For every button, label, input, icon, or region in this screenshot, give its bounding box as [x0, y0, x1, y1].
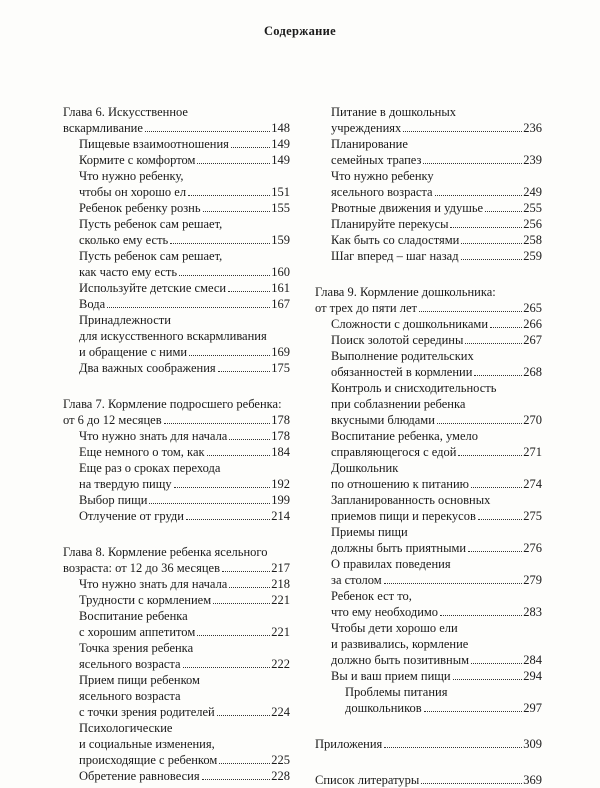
entry-title-line: Что нужно ребенку,	[79, 169, 184, 183]
entry-title-line: Приложения	[315, 737, 383, 751]
dot-leader	[424, 711, 523, 712]
entry-title-line: по отношению к питанию	[331, 477, 470, 491]
section-gap	[315, 264, 542, 284]
toc-section-entry[interactable]	[79, 460, 290, 492]
toc-section-entry[interactable]	[79, 280, 290, 296]
page-number: 266	[523, 317, 542, 331]
dot-leader	[437, 423, 522, 424]
dot-leader	[179, 275, 270, 276]
page-number: 184	[271, 445, 290, 459]
entry-title-line: Воспитание ребенка	[79, 609, 188, 623]
toc-section-entry[interactable]	[79, 360, 290, 376]
entry-title-line: Ребенок ест то,	[331, 589, 412, 603]
dot-leader	[231, 147, 270, 148]
page-number: 275	[523, 509, 542, 523]
dot-leader	[203, 211, 271, 212]
toc-section-entry[interactable]	[79, 136, 290, 152]
entry-title-line: Глава 8. Кормление ребенка ясельного	[63, 545, 268, 559]
page-number: 159	[271, 233, 290, 247]
dot-leader	[478, 519, 522, 520]
entry-title-line: Выбор пищи	[79, 493, 148, 507]
page-number: 221	[271, 625, 290, 639]
page-number: 224	[271, 705, 290, 719]
dot-leader	[202, 779, 271, 780]
page-number: 283	[523, 605, 542, 619]
dot-leader	[228, 291, 270, 292]
page-number: 236	[523, 121, 542, 135]
entry-title-line: Дошкольник	[331, 461, 399, 475]
page-number: 175	[271, 361, 290, 375]
toc-section-entry[interactable]	[331, 588, 542, 620]
entry-title-line: семейных трапез	[331, 153, 422, 167]
toc-section-entry[interactable]	[79, 640, 290, 672]
toc-section-entry[interactable]	[331, 136, 542, 168]
toc-section-entry[interactable]	[331, 332, 542, 348]
entry-title-line: Как быть со сладостями	[331, 233, 460, 247]
dot-leader	[197, 635, 270, 636]
dot-leader	[174, 487, 271, 488]
entry-title-line: О правилах поведения	[331, 557, 451, 571]
entry-title-line: Принадлежности	[79, 313, 171, 327]
toc-right-column	[315, 104, 542, 788]
page-number: 199	[271, 493, 290, 507]
toc-section-entry[interactable]	[331, 428, 542, 460]
section-gap	[315, 716, 542, 736]
dot-leader	[145, 131, 270, 132]
entry-title-line: Еще немного о том, как	[79, 445, 205, 459]
entry-title-line: от 6 до 12 месяцев	[63, 413, 162, 427]
toc-chapter-entry[interactable]	[63, 396, 290, 428]
dot-leader	[189, 355, 270, 356]
toc-section-entry[interactable]	[345, 684, 542, 716]
entry-title-line: Глава 6. Искусственное	[63, 105, 188, 119]
entry-title-line: Точка зрения ребенка	[79, 641, 194, 655]
page-number: 270	[523, 413, 542, 427]
toc-section-entry[interactable]	[79, 312, 290, 360]
entry-title-line: происходящие с ребенком	[79, 753, 218, 767]
toc-section-entry[interactable]	[331, 620, 542, 668]
dot-leader	[435, 195, 523, 196]
toc-section-entry[interactable]	[79, 428, 290, 444]
entry-title-line: Пусть ребенок сам решает,	[79, 217, 223, 231]
toc-section-entry[interactable]	[331, 104, 542, 136]
entry-title-line: приемов пищи и перекусов	[331, 509, 476, 523]
toc-section-entry[interactable]	[331, 232, 542, 248]
entry-title-line: Два важных соображения	[79, 361, 216, 375]
toc-chapter-entry[interactable]	[315, 736, 542, 752]
dot-leader	[423, 163, 522, 164]
entry-title-line: справляющегося с едой	[331, 445, 457, 459]
dot-leader	[164, 423, 271, 424]
entry-title-line: Прием пищи ребенком	[79, 673, 200, 687]
page-number: 169	[271, 345, 290, 359]
page-number: 155	[271, 201, 290, 215]
toc-section-entry[interactable]	[79, 492, 290, 508]
entry-title-line: для искусственного вскармливания	[79, 329, 267, 343]
entry-title-line: вкусными блюдами	[331, 413, 435, 427]
toc-section-entry[interactable]	[79, 152, 290, 168]
entry-title-line: Отлучение от груди	[79, 509, 184, 523]
entry-title-line: учреждениях	[331, 121, 402, 135]
entry-title-line: Еще раз о сроках перехода	[79, 461, 221, 475]
entry-title-line: Психологические	[79, 721, 173, 735]
dot-leader	[207, 455, 271, 456]
toc-section-entry[interactable]	[331, 380, 542, 428]
page-number: 214	[271, 509, 290, 523]
entry-title-line: Приемы пищи	[331, 525, 408, 539]
entry-title-line: на твердую пищу	[79, 477, 172, 491]
entry-title-line: Выполнение родительских	[331, 349, 474, 363]
page-number: 276	[523, 541, 542, 555]
entry-title-line: Глава 7. Кормление подросшего ребенка:	[63, 397, 282, 411]
page-number: 167	[271, 297, 290, 311]
page-number: 369	[523, 773, 542, 787]
page-number: 217	[271, 561, 290, 575]
dot-leader	[490, 327, 522, 328]
entry-title-line: Проблемы питания	[345, 685, 448, 699]
dot-leader	[186, 519, 270, 520]
page-number: 178	[271, 413, 290, 427]
page-number: 239	[523, 153, 542, 167]
section-gap	[63, 376, 290, 396]
toc-section-entry[interactable]	[331, 524, 542, 556]
page-number: 265	[523, 301, 542, 315]
toc-section-entry[interactable]	[331, 168, 542, 200]
entry-title-line: Чтобы дети хорошо ели	[331, 621, 458, 635]
dot-leader	[461, 259, 523, 260]
entry-title-line: с точки зрения родителей	[79, 705, 215, 719]
toc-section-entry[interactable]	[331, 200, 542, 216]
entry-title-line: Рвотные движения и удушье	[331, 201, 484, 215]
entry-title-line: Планируйте перекусы	[331, 217, 449, 231]
dot-leader	[222, 571, 270, 572]
entry-title-line: Запланированность основных	[331, 493, 491, 507]
entry-title-line: Контроль и снисходительность	[331, 381, 497, 395]
page-number: 228	[271, 769, 290, 783]
toc-section-entry[interactable]	[331, 348, 542, 380]
entry-title-line: при соблазнении ребенка	[331, 397, 466, 411]
page-number: 149	[271, 153, 290, 167]
dot-leader	[461, 243, 522, 244]
page-number: 274	[523, 477, 542, 491]
entry-title-line: и обращение с ними	[79, 345, 188, 359]
entry-title-line: должно быть позитивным	[331, 653, 470, 667]
toc-section-entry[interactable]	[79, 200, 290, 216]
dot-leader	[421, 783, 522, 784]
page-number: 148	[271, 121, 290, 135]
toc-section-entry[interactable]	[79, 576, 290, 592]
dot-leader	[465, 343, 522, 344]
entry-title-line: дошкольников	[345, 701, 422, 715]
dot-leader	[218, 371, 271, 372]
page-number: 259	[523, 249, 542, 263]
dot-leader	[384, 583, 523, 584]
dot-leader	[440, 615, 522, 616]
entry-title-line: ясельного возраста	[79, 689, 181, 703]
dot-leader	[229, 439, 270, 440]
dot-leader	[197, 163, 270, 164]
section-gap	[315, 752, 542, 772]
entry-title-line: что ему необходимо	[331, 605, 439, 619]
entry-title-line: от трех до пяти лет	[315, 301, 417, 315]
page-number: 297	[523, 701, 542, 715]
entry-title-line: Что нужно ребенку	[331, 169, 434, 183]
dot-leader	[213, 603, 270, 604]
toc-section-entry[interactable]	[331, 248, 542, 264]
dot-leader	[474, 375, 522, 376]
entry-title-line: сколько ему есть	[79, 233, 169, 247]
entry-title-line: и развивались, кормление	[331, 637, 469, 651]
dot-leader	[229, 587, 270, 588]
page-number: 284	[523, 653, 542, 667]
toc-chapter-entry[interactable]	[315, 772, 542, 788]
dot-leader	[453, 679, 523, 680]
entry-title-line: чтобы он хорошо ел	[79, 185, 187, 199]
page-number: 178	[271, 429, 290, 443]
dot-leader	[471, 487, 522, 488]
page-number: 267	[523, 333, 542, 347]
toc-section-entry[interactable]	[331, 492, 542, 524]
entry-title-line: Вода	[79, 297, 106, 311]
entry-title-line: и социальные изменения,	[79, 737, 215, 751]
section-gap	[63, 524, 290, 544]
toc-chapter-entry[interactable]	[63, 544, 290, 576]
toc-chapter-entry[interactable]	[63, 104, 290, 136]
entry-title-line: Поиск золотой середины	[331, 333, 464, 347]
entry-title-line: как часто ему есть	[79, 265, 178, 279]
entry-title-line: возраста: от 12 до 36 месяцев	[63, 561, 220, 575]
page-number: 256	[523, 217, 542, 231]
entry-title-line: Пищевые взаимоотношения	[79, 137, 229, 151]
page-number: 268	[523, 365, 542, 379]
entry-title-line: Используйте детские смеси	[79, 281, 227, 295]
page-number: 309	[523, 737, 542, 751]
page-number: 149	[271, 137, 290, 151]
page-number: 221	[271, 593, 290, 607]
toc-chapter-entry[interactable]	[315, 284, 542, 316]
entry-title-line: Планирование	[331, 137, 408, 151]
dot-leader	[149, 503, 270, 504]
page-number: 294	[523, 669, 542, 683]
toc-section-entry[interactable]	[79, 168, 290, 200]
dot-leader	[419, 311, 522, 312]
entry-title-line: вскармливание	[63, 121, 143, 135]
dot-leader	[468, 551, 522, 552]
entry-title-line: Что нужно знать для начала	[79, 429, 228, 443]
entry-title-line: ясельного возраста	[79, 657, 181, 671]
entry-title-line: Глава 9. Кормление дошкольника:	[315, 285, 496, 299]
toc-section-entry[interactable]	[79, 248, 290, 280]
page-number: 271	[523, 445, 542, 459]
entry-title-line: с хорошим аппетитом	[79, 625, 196, 639]
entry-title-line: Воспитание ребенка, умело	[331, 429, 478, 443]
page-number: 258	[523, 233, 542, 247]
toc-section-entry[interactable]	[79, 296, 290, 312]
toc-section-entry[interactable]	[79, 592, 290, 608]
toc-section-entry[interactable]	[331, 216, 542, 232]
page-number: 249	[523, 185, 542, 199]
toc-section-entry[interactable]	[331, 556, 542, 588]
entry-title-line: должны быть приятными	[331, 541, 467, 555]
entry-title-line: Ребенок ребенку рознь	[79, 201, 201, 215]
toc-left-column	[63, 104, 290, 784]
toc-section-entry[interactable]	[331, 668, 542, 684]
toc-section-entry[interactable]	[79, 672, 290, 720]
toc-section-entry[interactable]	[79, 444, 290, 460]
entry-title-line: Обретение равновесия	[79, 769, 200, 783]
entry-title-line: Что нужно знать для начала	[79, 577, 228, 591]
dot-leader	[170, 243, 270, 244]
entry-title-line: за столом	[331, 573, 382, 587]
entry-title-line: Сложности с дошкольниками	[331, 317, 489, 331]
page-number: 161	[271, 281, 290, 295]
page-number: 279	[523, 573, 542, 587]
entry-title-line: Пусть ребенок сам решает,	[79, 249, 223, 263]
dot-leader	[183, 667, 271, 668]
dot-leader	[107, 307, 270, 308]
entry-title-line: Список литературы	[315, 773, 420, 787]
entry-title-line: Вы и ваш прием пищи	[331, 669, 451, 683]
entry-title-line: Шаг вперед – шаг назад	[331, 249, 459, 263]
toc-section-entry[interactable]	[79, 508, 290, 524]
entry-title-line: обязанностей в кормлении	[331, 365, 473, 379]
dot-leader	[403, 131, 522, 132]
entry-title-line: Трудности с кормлением	[79, 593, 212, 607]
page-number: 192	[271, 477, 290, 491]
entry-title-line: Питание в дошкольных	[331, 105, 456, 119]
dot-leader	[217, 715, 271, 716]
toc-section-entry[interactable]	[331, 460, 542, 492]
page-number: 225	[271, 753, 290, 767]
toc-section-entry[interactable]	[79, 720, 290, 768]
dot-leader	[471, 663, 522, 664]
dot-leader	[485, 211, 522, 212]
dot-leader	[458, 455, 522, 456]
entry-title-line: Кормите с комфортом	[79, 153, 196, 167]
entry-title-line: ясельного возраста	[331, 185, 433, 199]
page-number: 151	[271, 185, 290, 199]
toc-section-entry[interactable]	[79, 768, 290, 784]
toc-section-entry[interactable]	[79, 608, 290, 640]
page-number: 160	[271, 265, 290, 279]
dot-leader	[384, 747, 522, 748]
dot-leader	[219, 763, 270, 764]
page-number: 222	[271, 657, 290, 671]
toc-section-entry[interactable]	[79, 216, 290, 248]
page-number: 255	[523, 201, 542, 215]
toc-section-entry[interactable]	[331, 316, 542, 332]
page-title: Содержание	[263, 24, 336, 38]
dot-leader	[450, 227, 522, 228]
dot-leader	[188, 195, 270, 196]
page-number: 218	[271, 577, 290, 591]
